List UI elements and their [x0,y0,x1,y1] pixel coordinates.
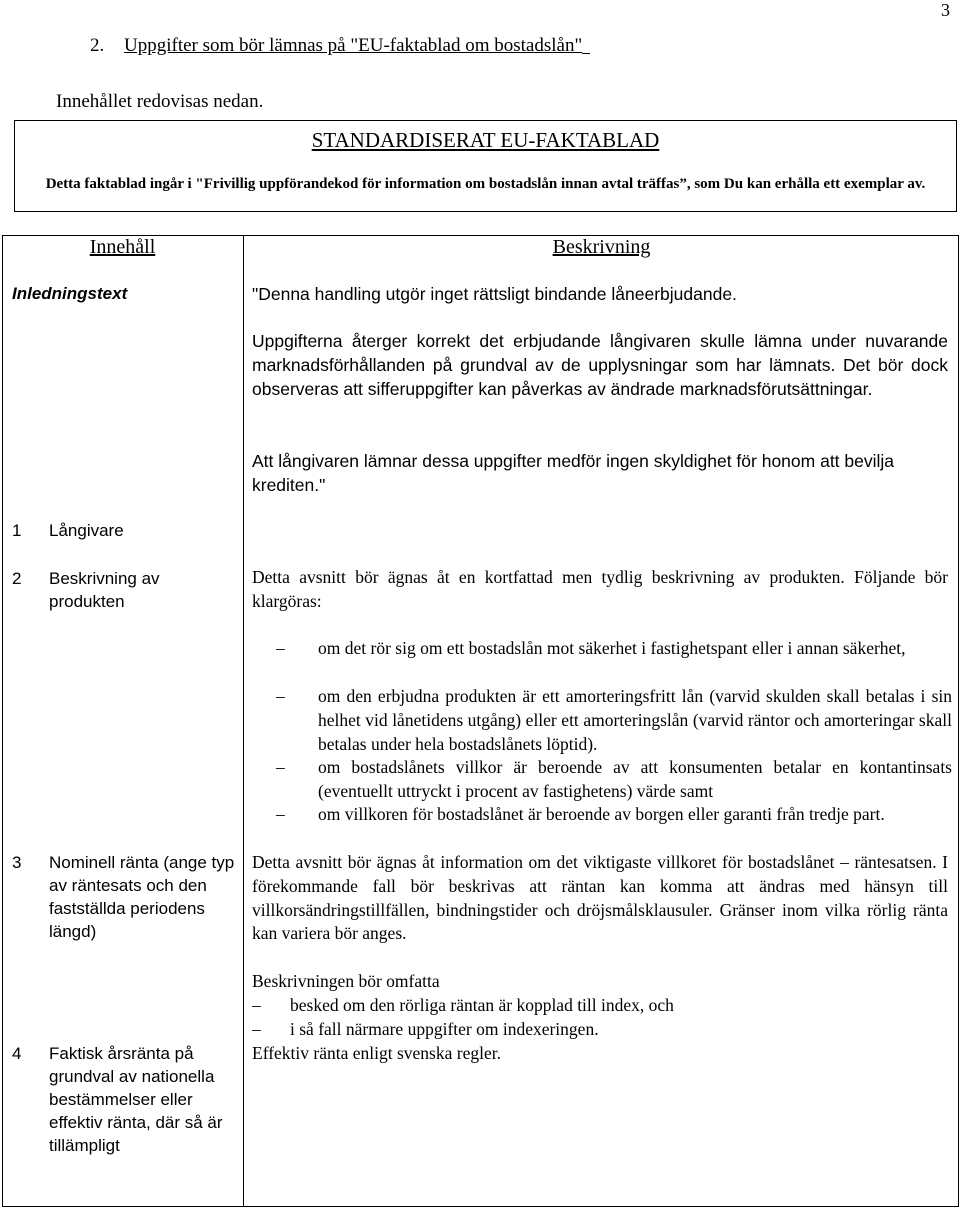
row2-lead: Detta avsnitt bör ägnas åt en kortfattad men tydlig beskrivning av produkten. Följande bör klargöras: [252,567,948,611]
section-title: Uppgifter som bör lämnas på "EU-faktablad om bostadslån" [124,35,583,56]
dash-marker: – [276,804,285,824]
row-label: Långivare [49,521,124,540]
dash-marker: – [276,638,285,658]
row3-sub-item-2 [252,1018,599,1042]
intro-text: Innehållet redovisas nedan. [56,91,264,112]
header-content: Innehåll [89,236,156,258]
row3-sub-item-1 [252,994,674,1018]
bullet-text: om den erbjudna produkten är ett amorteringsfritt lån (varvid skulden skall betalas i sin helhet vid lånetidens utgång) eller ett amorteringslån (varvid räntor och amorteringar skall betalas under hela bostadslånets löptid). [318,686,952,754]
page-number: 3 [941,0,950,20]
row-label: Nominell ränta (ange typ av räntesats och den fastställda periodens längd) [49,853,235,941]
heading-underline-trail [582,35,590,54]
row-number: 3 [12,853,22,872]
factsheet-title: STANDARDISERAT EU-FAKTABLAD [311,128,660,152]
factsheet-banner [14,120,957,212]
intro-paragraph-2: Uppgifterna återger korrekt det erbjudande långivaren skulle lämna under nuvarande marknadsförhållanden på grundval av de upplysningar som har lämnats. Det bör dock observeras att sifferuppgifter kan påverkas av ändrade marknadsförutsättningar. [252,331,948,399]
row-label: Faktisk årsränta på grundval av nationella bestämmelser eller effektiv ränta, där så är tillämpligt [49,1044,223,1155]
intro-label: Inledningstext [12,284,128,303]
bullet-text: om det rör sig om ett bostadslån mot säkerhet i fastighetspant eller i annan säkerhet, [318,638,906,658]
dash-marker: – [276,686,285,706]
section-heading [90,35,590,57]
intro-paragraph-3: Att långivaren lämnar dessa uppgifter medför ingen skyldighet för honom att bevilja krediten." [252,451,895,495]
row-label: Beskrivning av produkten [49,569,160,611]
dash-marker: – [276,757,285,777]
bullet-text: om bostadslånets villkor är beroende av att konsumenten betalar en kontantinsats (eventuellt uttryckt i procent av fastighetens) värde samt [318,757,952,801]
factsheet-note: Detta faktablad ingår i "Frivillig uppförandekod för information om bostadslån innan avtal träffas”, som Du kan erhålla ett exemplar av. [45,176,926,192]
column-divider [243,236,244,1206]
bullet-text: om villkoren för bostadslånet är beroende av borgen eller garanti från tredje part. [318,804,885,824]
row-number: 1 [12,521,22,540]
header-description: Beskrivning [552,236,651,258]
section-number: 2. [90,35,105,56]
row-number: 4 [12,1044,22,1063]
row4-text: Effektiv ränta enligt svenska regler. [252,1043,501,1063]
dash-marker: – [252,995,261,1015]
dash-marker: – [252,1019,261,1039]
intro-paragraph-1: "Denna handling utgör inget rättsligt bindande låneerbjudande. [252,284,737,304]
row3-sub-lead: Beskrivningen bör omfatta [252,971,440,991]
sub-item-text: i så fall närmare uppgifter om indexeringen. [290,1019,599,1039]
row3-paragraph: Detta avsnitt bör ägnas åt information om det viktigaste villkoret för bostadslånet – räntesatsen. I förekommande fall bör beskrivas att räntan kan komma att ändras med hänsyn till villkorsändringstillfällen, bindningstider och dröjsmålsklausuler. Gränser inom vilka rörlig ränta kan variera bör anges. [252,852,948,944]
sub-item-text: besked om den rörliga räntan är kopplad till index, och [290,995,674,1015]
row-number: 2 [12,569,22,588]
